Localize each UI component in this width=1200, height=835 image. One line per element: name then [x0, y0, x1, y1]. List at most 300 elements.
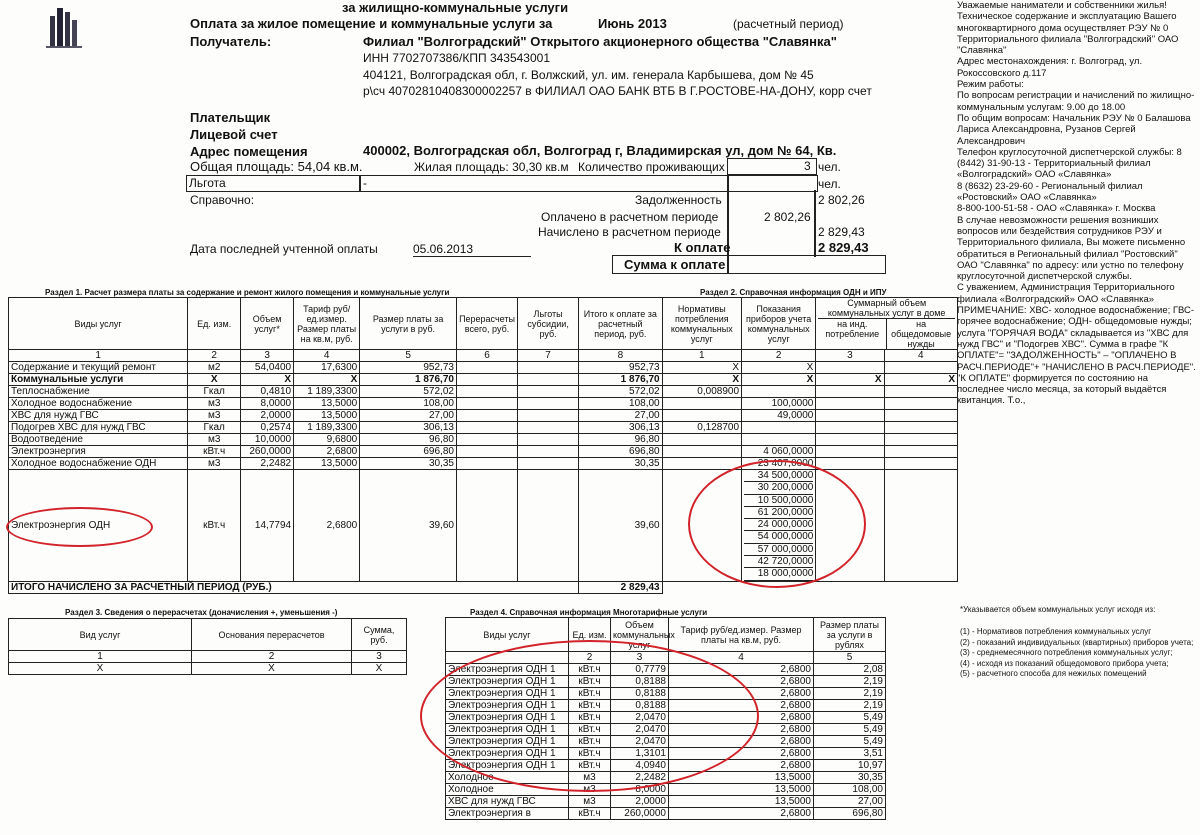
s1-cell	[456, 434, 517, 446]
s4-header-volume: Объем коммунальных услуг	[611, 618, 669, 652]
residents-value: 3	[804, 159, 811, 173]
s4-cell: 2,6800	[669, 760, 814, 772]
s2-cell	[884, 458, 957, 470]
s1-cell: Гкал	[188, 422, 241, 434]
s4-cell: кВт.ч	[569, 736, 611, 748]
s3-header-service: Вид услуг	[9, 619, 192, 651]
col-header-unit: Ед. изм.	[188, 298, 241, 350]
s4-cell: Холодное	[446, 784, 569, 796]
s4-num: 3	[611, 652, 669, 664]
s3-cell: X	[192, 663, 352, 675]
odn-cell: Электроэнергия ОДН	[9, 470, 188, 582]
section1-total-value: 2 829,43	[579, 582, 662, 594]
s4-cell: кВт.ч	[569, 760, 611, 772]
s1-cell: 1 876,70	[579, 374, 662, 386]
s2-cell: 4 060,0000	[742, 446, 816, 458]
benefit-label: Льгота	[189, 176, 226, 190]
s1-cell: 8,0000	[241, 398, 294, 410]
s4-cell: 2,6800	[669, 712, 814, 724]
info-paragraph: Уважаемые наниматели и собственники жилья!	[957, 0, 1167, 11]
section3-table	[8, 618, 407, 675]
s1-cell: 952,73	[579, 362, 662, 374]
s4-cell: кВт.ч	[569, 808, 611, 820]
s1-cell: кВт.ч	[188, 446, 241, 458]
s2-cell	[816, 410, 884, 422]
debt-label: Задолженность	[635, 193, 722, 207]
s1-cell	[518, 386, 579, 398]
footnote-item: (1) - Нормативов потребления коммунальных услуг	[960, 627, 1152, 636]
info-paragraph: Техническое содержание и эксплуатацию Вашего многоквартирного дома осуществляет РЭУ № 0 Территориального филиала "Волгоградский" ОАО "Славянка"	[957, 11, 1179, 57]
s1-cell: 2,0000	[241, 410, 294, 422]
info-paragraph: По вопросам регистрации и начислений по жилищно-коммунальным услугам: 9.00 до 18.00	[957, 90, 1195, 113]
s4-cell: 2,0470	[611, 712, 669, 724]
s4-cell: 0,8188	[611, 676, 669, 688]
section4-title: Раздел 4. Справочная информация Многотарифные услуги	[470, 608, 708, 617]
s4-cell: Холодное	[446, 772, 569, 784]
s1-cell	[456, 398, 517, 410]
s1-cell	[456, 458, 517, 470]
info-paragraph: 8 (8632) 23-29-60 - Региональный филиал «Ростовский» ОАО «Славянка»	[957, 180, 1143, 204]
s1-cell: X	[294, 374, 360, 386]
living-area: Жилая площадь: 30,30 кв.м	[414, 160, 569, 174]
last-payment-label: Дата последней учтенной оплаты	[190, 242, 378, 256]
s2-cell: 23 407,0000	[742, 458, 816, 470]
benefit-value: -	[363, 176, 367, 190]
s1-cell: 17,6300	[294, 362, 360, 374]
s4-cell: 13,5000	[669, 772, 814, 784]
col-header-benefits: Льготы субсидии, руб.	[518, 298, 579, 350]
s4-cell: Электроэнергия в	[446, 808, 569, 820]
col-header-common: на общедомовые нужды	[891, 319, 952, 349]
section1-total-row	[9, 582, 958, 594]
s2-cell	[662, 458, 741, 470]
s1-cell	[456, 374, 517, 386]
residents-unit: чел.	[818, 160, 841, 174]
bill-title: Оплата за жилое помещение и коммунальные услуги за	[190, 16, 553, 31]
s2-cell: 0,128700	[662, 422, 741, 434]
s1-cell: Холодное водоснабжение ОДН	[9, 458, 188, 470]
annotation-ellipse-odn-label	[6, 507, 153, 547]
s1-num: 5	[360, 350, 457, 362]
odn-common-cell	[884, 470, 957, 582]
s4-cell: Электроэнергия ОДН 1	[446, 688, 569, 700]
info-paragraph: В случае невозможности решения возникших вопросов или бездействия сотрудников РЭУ и Территориального филиала, Вы можете письменно обратиться в Региональный филиал "Ростовский" ОАО "Славянка" по адресу: или устно по телефону круглосуточной диспетчерской службы.	[957, 214, 1186, 283]
s1-cell: 1 876,70	[360, 374, 457, 386]
s1-cell	[456, 410, 517, 422]
s4-cell: м3	[569, 772, 611, 784]
s2-cell	[662, 410, 741, 422]
odn-reading: 61 200,0000	[744, 507, 813, 519]
s2-cell	[742, 434, 816, 446]
col-header-norms: Нормативы потребления коммунальных услуг	[662, 298, 741, 350]
s1-cell: 696,80	[360, 446, 457, 458]
col-header-house-volume	[816, 298, 958, 350]
recipient-account: р\сч 40702810408300002257 в ФИЛИАЛ ОАО БАНК ВТБ В Г.РОСТОВЕ-НА-ДОНУ, корр счет	[363, 84, 872, 98]
col-header-recalc: Перерасчеты всего, руб.	[456, 298, 517, 350]
s2-cell	[662, 398, 741, 410]
section1-total-label: ИТОГО НАЧИСЛЕНО ЗА РАСЧЕТНЫЙ ПЕРИОД (РУБ.)	[9, 582, 579, 594]
s1-cell: Электроэнергия	[9, 446, 188, 458]
s1-num: 8	[579, 350, 662, 362]
col-header-service: Виды услуг	[9, 298, 188, 350]
s4-cell: 3,51	[814, 748, 886, 760]
col-header-tariff: Тариф руб/ед.измер. Размер платы на кв.м, руб.	[294, 298, 360, 350]
s2-cell	[816, 434, 884, 446]
s4-cell: кВт.ч	[569, 748, 611, 760]
s1-cell	[518, 434, 579, 446]
total-area: Общая площадь: 54,04 кв.м.	[190, 159, 363, 174]
s4-cell: 1,3101	[611, 748, 669, 760]
s4-cell: 2,0000	[611, 796, 669, 808]
s1-cell: 27,00	[579, 410, 662, 422]
footnote-item: (4) - исходя из показаний общедомового прибора учета;	[960, 658, 1169, 668]
s4-header-tariff: Тариф руб/ед.измер. Размер платы на кв.м, руб.	[669, 618, 814, 652]
odn-cell: 39,60	[360, 470, 457, 582]
s2-cell	[884, 410, 957, 422]
table-row	[9, 410, 958, 422]
s4-cell: 108,00	[814, 784, 886, 796]
s2-cell	[662, 446, 741, 458]
s4-cell: кВт.ч	[569, 676, 611, 688]
s4-cell: 4,0940	[611, 760, 669, 772]
s1-cell: 9,6800	[294, 434, 360, 446]
s1-cell	[518, 458, 579, 470]
odn-reading: 42 720,0000	[744, 556, 813, 568]
s1-cell: Коммунальные услуги	[9, 374, 188, 386]
info-paragraph: С уважением, Администрация Территориального филиала «Волгоградский» ОАО «Славянка»	[957, 282, 1175, 305]
s2-num: 4	[884, 350, 957, 362]
bill-period-note: (расчетный период)	[733, 17, 844, 31]
odn-cell	[456, 470, 517, 582]
s4-cell: 0,7779	[611, 664, 669, 676]
benefit-divider	[359, 175, 361, 192]
s1-cell: 2,6800	[294, 446, 360, 458]
section1-number-row	[9, 350, 958, 362]
s1-cell: 306,13	[360, 422, 457, 434]
s4-cell: 2,0470	[611, 736, 669, 748]
table-row	[9, 434, 958, 446]
s4-cell: 27,00	[814, 796, 886, 808]
s2-cell	[816, 362, 884, 374]
s1-cell: 1 189,3300	[294, 422, 360, 434]
s2-cell	[816, 458, 884, 470]
s4-cell: 2,6800	[669, 700, 814, 712]
s1-cell: м3	[188, 434, 241, 446]
s2-num: 1	[662, 350, 741, 362]
s1-cell	[518, 422, 579, 434]
reference-label: Справочно:	[190, 193, 255, 207]
s2-cell	[816, 398, 884, 410]
s2-cell	[884, 362, 957, 374]
table-row	[9, 386, 958, 398]
s2-cell: X	[884, 374, 957, 386]
odn-cell: 39,60	[579, 470, 662, 582]
odn-reading: 18 000,0000	[744, 568, 813, 580]
s1-num: 3	[241, 350, 294, 362]
info-paragraph: 8-800-100-51-58 - ОАО «Славянка» г. Москва	[957, 203, 1156, 215]
s1-cell: 306,13	[579, 422, 662, 434]
s4-cell: 13,5000	[669, 796, 814, 808]
section3-title: Раздел 3. Сведения о перерасчетах (доначисления +, уменьшения -)	[65, 608, 338, 617]
table-row	[446, 796, 886, 808]
table-row	[9, 398, 958, 410]
s1-cell: м3	[188, 410, 241, 422]
paid-label: Оплачено в расчетном периоде	[541, 210, 719, 224]
s4-cell: 0,8188	[611, 700, 669, 712]
s1-cell: 13,5000	[294, 410, 360, 422]
bill-period: Июнь 2013	[598, 16, 667, 31]
info-paragraph: Адрес местонахождения: г. Волгоград, ул. Рокоссовского д.117	[957, 56, 1143, 79]
s1-cell	[518, 362, 579, 374]
s1-cell: м3	[188, 398, 241, 410]
s2-cell: 0,008900	[662, 386, 741, 398]
s1-cell	[456, 386, 517, 398]
residents-label: Количество проживающих	[578, 160, 725, 174]
s4-cell: Электроэнергия ОДН 1	[446, 700, 569, 712]
footnotes	[960, 627, 1193, 680]
s4-header-unit: Ед. изм.	[569, 618, 611, 652]
info-paragraph: Телефон круглосуточной диспетчерской службы: 8 (8442) 31-90-13 - Территориальный филиал «Волгоградский» ОАО «Славянка»	[957, 146, 1182, 181]
s1-cell: 0,4810	[241, 386, 294, 398]
s2-cell	[816, 422, 884, 434]
s4-num: 4	[669, 652, 814, 664]
s4-cell: м3	[569, 796, 611, 808]
s4-cell: 2,08	[814, 664, 886, 676]
s1-cell: 2,2482	[241, 458, 294, 470]
s2-cell	[742, 386, 816, 398]
s1-num: 7	[518, 350, 579, 362]
footnote-title: *Указывается объем коммунальных услуг исходя из:	[960, 605, 1156, 614]
s2-cell	[884, 398, 957, 410]
s1-cell	[456, 362, 517, 374]
footnote-item: (5) - расчетного способа для нежилых помещений	[960, 669, 1147, 678]
s1-cell	[518, 410, 579, 422]
s2-cell	[816, 446, 884, 458]
s1-cell: 572,02	[360, 386, 457, 398]
s4-cell: 5,49	[814, 712, 886, 724]
info-paragraph: Режим работы:	[957, 79, 1024, 91]
s1-cell: ХВС для нужд ГВС	[9, 410, 188, 422]
s4-cell: 2,6800	[669, 688, 814, 700]
bill-subtitle: за жилищно-коммунальные услуги	[342, 0, 569, 15]
s2-num: 2	[742, 350, 816, 362]
s2-cell	[884, 434, 957, 446]
col-header-readings: Показания приборов учета коммунальных услуг	[742, 298, 816, 350]
s1-cell: 10,0000	[241, 434, 294, 446]
s4-cell: 5,49	[814, 724, 886, 736]
s1-cell: м2	[188, 362, 241, 374]
info-paragraph: По общим вопросам: Начальник РЭУ № 0 Балашова Лариса Александровна, Рузанов Сергей Александрович	[957, 112, 1191, 147]
table-row	[446, 808, 886, 820]
payer-label: Плательщик	[190, 110, 271, 125]
s1-cell	[518, 374, 579, 386]
col-header-individual: на инд. потребление	[818, 319, 887, 349]
table-row	[9, 446, 958, 458]
s2-cell	[742, 422, 816, 434]
s4-cell: 5,49	[814, 736, 886, 748]
s4-num: 5	[814, 652, 886, 664]
s1-cell: X	[241, 374, 294, 386]
odn-reading: 10 500,0000	[744, 495, 813, 507]
s1-cell: 30,35	[579, 458, 662, 470]
s4-cell: Электроэнергия ОДН 1	[446, 748, 569, 760]
s2-num: 3	[816, 350, 884, 362]
s4-cell: 2,19	[814, 700, 886, 712]
s1-cell: Подогрев ХВС для нужд ГВС	[9, 422, 188, 434]
s1-cell: 0,2574	[241, 422, 294, 434]
s4-cell: кВт.ч	[569, 712, 611, 724]
s4-cell: 30,35	[814, 772, 886, 784]
benefit-unit: чел.	[818, 177, 841, 191]
s4-num: 2	[569, 652, 611, 664]
s4-cell: 260,0000	[611, 808, 669, 820]
s1-cell: 96,80	[360, 434, 457, 446]
s4-cell: 2,6800	[669, 724, 814, 736]
s4-cell: м3	[569, 784, 611, 796]
benefit-box	[186, 175, 818, 192]
s4-cell: 2,6800	[669, 736, 814, 748]
s3-num-1: 1	[9, 651, 192, 663]
address-value: 400002, Волгоградская обл, Волгоград г, Владимирская ул, дом № 64, Кв.	[363, 143, 837, 158]
payment-summary-line-2	[814, 190, 816, 257]
odn-reading: 57 000,0000	[744, 544, 813, 556]
s4-header-charge: Размер платы за услуги в рублях	[814, 618, 886, 652]
s1-cell: 13,5000	[294, 458, 360, 470]
s4-cell: 10,97	[814, 760, 886, 772]
building-logo-icon	[40, 2, 90, 50]
s2-cell: 49,0000	[742, 410, 816, 422]
info-paragraph: ПРИМЕЧАНИЕ: ХВС- холодное водоснабжение; ГВС- горячее водоснабжение; ОДН- общедомовые нужды; услуга "ГОРЯЧАЯ ВОДА" складывается из "ХВС для нужд ГВС" и "Подогрев ХВС". Сумма в графе "К ОПЛАТЕ"= "ЗАДОЛЖЕННОСТЬ" – "ОПЛАЧЕНО В РАСЧ.ПЕРИОДЕ"+ "НАЧИСЛЕНО В РАСЧ.ПЕРИОДЕ". "К ОПЛАТЕ" формируется по состоянию на последнее число месяца, за который выдаётся квитанция. Т.о.,	[957, 305, 1196, 407]
s4-cell: Электроэнергия ОДН 1	[446, 760, 569, 772]
s4-cell: 13,5000	[669, 784, 814, 796]
sum-label: Сумма к оплате	[624, 257, 726, 272]
s2-cell: 100,0000	[742, 398, 816, 410]
s2-cell: X	[662, 362, 741, 374]
s2-cell: X	[816, 374, 884, 386]
s3-cell: X	[352, 663, 407, 675]
s4-cell: кВт.ч	[569, 724, 611, 736]
s1-cell: 1 189,3300	[294, 386, 360, 398]
info-panel	[957, 0, 1197, 407]
odn-cell	[518, 470, 579, 582]
section2-title: Раздел 2. Справочная информация ОДН и ИПУ	[700, 288, 887, 297]
s1-cell: 54,0400	[241, 362, 294, 374]
s3-header-sum: Сумма, руб.	[352, 619, 407, 651]
footnote-item: (2) - показаний индивидуальных (квартирных) приборов учета;	[960, 637, 1194, 647]
s1-cell: Холодное водоснабжение	[9, 398, 188, 410]
s2-cell: X	[742, 362, 816, 374]
s4-cell: кВт.ч	[569, 700, 611, 712]
s1-cell	[456, 446, 517, 458]
s4-cell: кВт.ч	[569, 664, 611, 676]
table-row	[9, 362, 958, 374]
s3-header-basis: Основания перерасчетов	[192, 619, 352, 651]
table-row	[9, 374, 958, 386]
account-label: Лицевой счет	[190, 127, 278, 142]
s1-cell: X	[188, 374, 241, 386]
house-volume-title: Суммарный объем коммунальных услуг в доме	[818, 298, 955, 319]
s1-num: 6	[456, 350, 517, 362]
s4-cell: 696,80	[814, 808, 886, 820]
s1-num: 4	[294, 350, 360, 362]
s2-cell	[884, 386, 957, 398]
footnote-item: (3) - среднемесячного потребления коммунальных услуг;	[960, 648, 1173, 657]
debt-value: 2 802,26	[818, 193, 865, 207]
s1-cell: 108,00	[360, 398, 457, 410]
to-pay-label: К оплате	[674, 240, 731, 255]
s1-cell: м3	[188, 458, 241, 470]
odn-reading: 54 000,0000	[744, 531, 813, 543]
section1-title: Раздел 1. Расчет размера платы за содержание и ремонт жилого помещения и коммунальные услуги	[45, 288, 450, 297]
recipient-label: Получатель:	[190, 34, 272, 49]
s1-cell: Гкал	[188, 386, 241, 398]
s4-cell: 2,6800	[669, 748, 814, 760]
odn-cell: 2,6800	[294, 470, 360, 582]
s4-cell: 0,8188	[611, 688, 669, 700]
s1-cell	[456, 422, 517, 434]
s4-cell: кВт.ч	[569, 688, 611, 700]
recipient-address: 404121, Волгоградская обл, г. Волжский, ул. им. генерала Карбышева, дом № 45	[363, 68, 814, 82]
table-row	[446, 784, 886, 796]
s4-cell: ХВС для нужд ГВС	[446, 796, 569, 808]
s4-cell: 2,6800	[669, 808, 814, 820]
s3-num-2: 2	[192, 651, 352, 663]
s4-cell: 2,6800	[669, 664, 814, 676]
col-header-charge: Размер платы за услуги в руб.	[360, 298, 457, 350]
s4-cell: Электроэнергия ОДН 1	[446, 712, 569, 724]
s1-cell: 13,5000	[294, 398, 360, 410]
s1-cell	[518, 398, 579, 410]
s1-cell: Теплоснабжение	[9, 386, 188, 398]
s4-cell: Электроэнергия ОДН 1	[446, 724, 569, 736]
s1-cell: 27,00	[360, 410, 457, 422]
s4-cell: 8,0000	[611, 784, 669, 796]
s1-cell: 260,0000	[241, 446, 294, 458]
odn-cell: 14,7794	[241, 470, 294, 582]
last-payment-value: 05.06.2013	[413, 242, 531, 257]
table-row	[9, 663, 407, 675]
charged-label: Начислено в расчетном периоде	[538, 225, 721, 239]
s2-cell	[884, 422, 957, 434]
address-label: Адрес помещения	[190, 144, 308, 159]
s1-cell: 952,73	[360, 362, 457, 374]
recipient-name: Филиал "Волгоградский" Открытого акционерного общества "Славянка"	[363, 34, 837, 49]
s4-cell: Электроэнергия ОДН 1	[446, 736, 569, 748]
s1-cell: 30,35	[360, 458, 457, 470]
s1-cell: 96,80	[579, 434, 662, 446]
annotation-ellipse-multitariff	[420, 640, 759, 792]
s4-cell: 2,0470	[611, 724, 669, 736]
odn-reading: 24 000,0000	[744, 519, 813, 531]
odn-reading: 34 500,0000	[744, 470, 813, 482]
odn-cell: кВт.ч	[188, 470, 241, 582]
s4-cell: Электроэнергия ОДН 1	[446, 676, 569, 688]
paid-value: 2 802,26	[764, 210, 811, 224]
recipient-inn: ИНН 7702707386/КПП 343543001	[363, 51, 551, 65]
s4-cell: 2,6800	[669, 676, 814, 688]
s4-cell: 2,19	[814, 676, 886, 688]
s2-cell: X	[742, 374, 816, 386]
s2-cell: X	[662, 374, 741, 386]
charged-value: 2 829,43	[818, 225, 865, 239]
s4-cell: 2,2482	[611, 772, 669, 784]
col-header-volume: Объем услуг*	[241, 298, 294, 350]
s1-cell: 696,80	[579, 446, 662, 458]
s1-cell: 572,02	[579, 386, 662, 398]
to-pay-value: 2 829,43	[818, 240, 869, 255]
odn-reading: 30 200,0000	[744, 482, 813, 494]
sum-box-divider	[727, 255, 729, 274]
